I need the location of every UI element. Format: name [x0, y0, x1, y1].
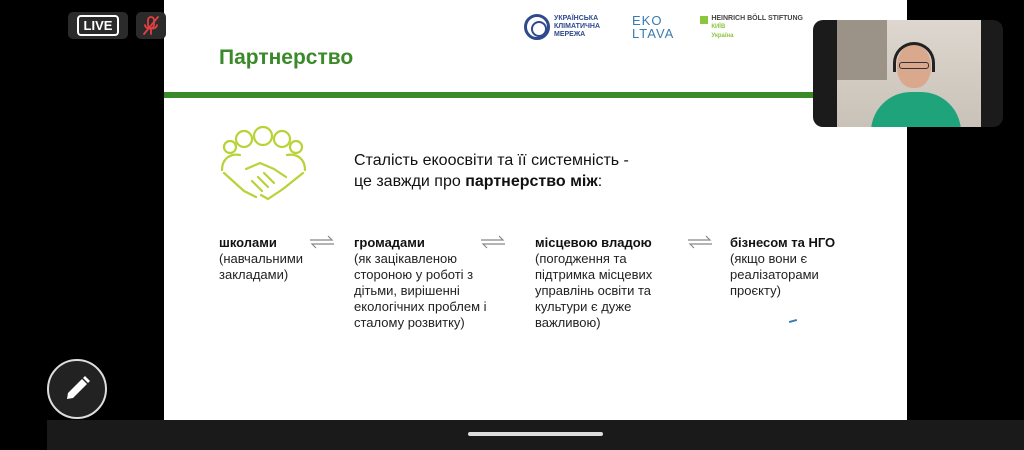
home-indicator[interactable]: [468, 432, 603, 436]
exchange-arrow-icon: [477, 233, 509, 251]
hbs-country: Україна: [711, 32, 734, 39]
partner-column-local-authorities: [535, 235, 667, 331]
exchange-arrow-icon: [306, 233, 338, 251]
decorative-mark: [789, 319, 797, 323]
intro-line2-bold: партнерство між: [465, 173, 598, 190]
mic-muted-icon: [136, 12, 166, 39]
column-heading: місцевою владою: [535, 235, 652, 250]
video-wall: [837, 20, 887, 80]
mic-muted-button[interactable]: [136, 12, 166, 39]
intro-line2-suffix: :: [597, 173, 603, 190]
ukcn-logo-text: УКРАЇНСЬКА КЛІМАТИЧНА МЕРЕЖА: [554, 15, 601, 38]
pencil-icon: [49, 361, 105, 417]
handshake-icon: [216, 125, 311, 210]
eko-logo-line1: EKO: [632, 13, 663, 28]
intro-line2-prefix: це завжди про: [354, 173, 466, 190]
partner-logos: [524, 10, 803, 44]
presentation-slide: [164, 0, 907, 420]
intro-line2: [354, 171, 629, 192]
intro-text: [354, 150, 629, 192]
title-divider: [164, 92, 907, 98]
column-heading: бізнесом та НГО: [730, 235, 836, 250]
climate-network-icon: [524, 14, 550, 40]
live-label: LIVE: [77, 15, 120, 36]
partner-column-schools: [219, 235, 314, 283]
partner-column-business-ngo: [730, 235, 845, 299]
hbs-sub: КИЇВ: [711, 23, 726, 30]
partner-column-communities: [354, 235, 494, 331]
hbs-text: [711, 14, 803, 41]
column-text: (якщо вони є реалізаторами проєкту): [730, 251, 819, 298]
slide-title: Партнерство: [219, 46, 354, 69]
heinrich-boll-logo: [700, 14, 803, 41]
hbs-mark-icon: [700, 16, 708, 24]
eko-logo-line2: LTAVA: [632, 26, 675, 41]
live-indicator[interactable]: [68, 12, 128, 39]
participant-video[interactable]: [813, 20, 1003, 127]
column-text: (навчальними закладами): [219, 251, 304, 282]
column-heading: школами: [219, 235, 277, 250]
column-heading: громадами: [354, 235, 425, 250]
column-text: (погодження та підтримка місцевих управлінь освіти та культури є дуже важливою): [535, 251, 653, 330]
ukrainian-climate-network-logo: [524, 14, 606, 40]
column-text: (як зацікавленою стороною у роботі з дітьми, вирішенні екологічних проблем і сталому розвитку): [354, 251, 487, 330]
bottom-bar: [47, 420, 1024, 450]
ekoltava-logo: [632, 14, 674, 40]
intro-line1: Сталість екоосвіти та її системність -: [354, 152, 629, 169]
edit-pencil-button[interactable]: [47, 359, 107, 419]
exchange-arrow-icon: [684, 233, 716, 251]
hbs-name: HEINRICH BÖLL STIFTUNG: [711, 14, 803, 22]
